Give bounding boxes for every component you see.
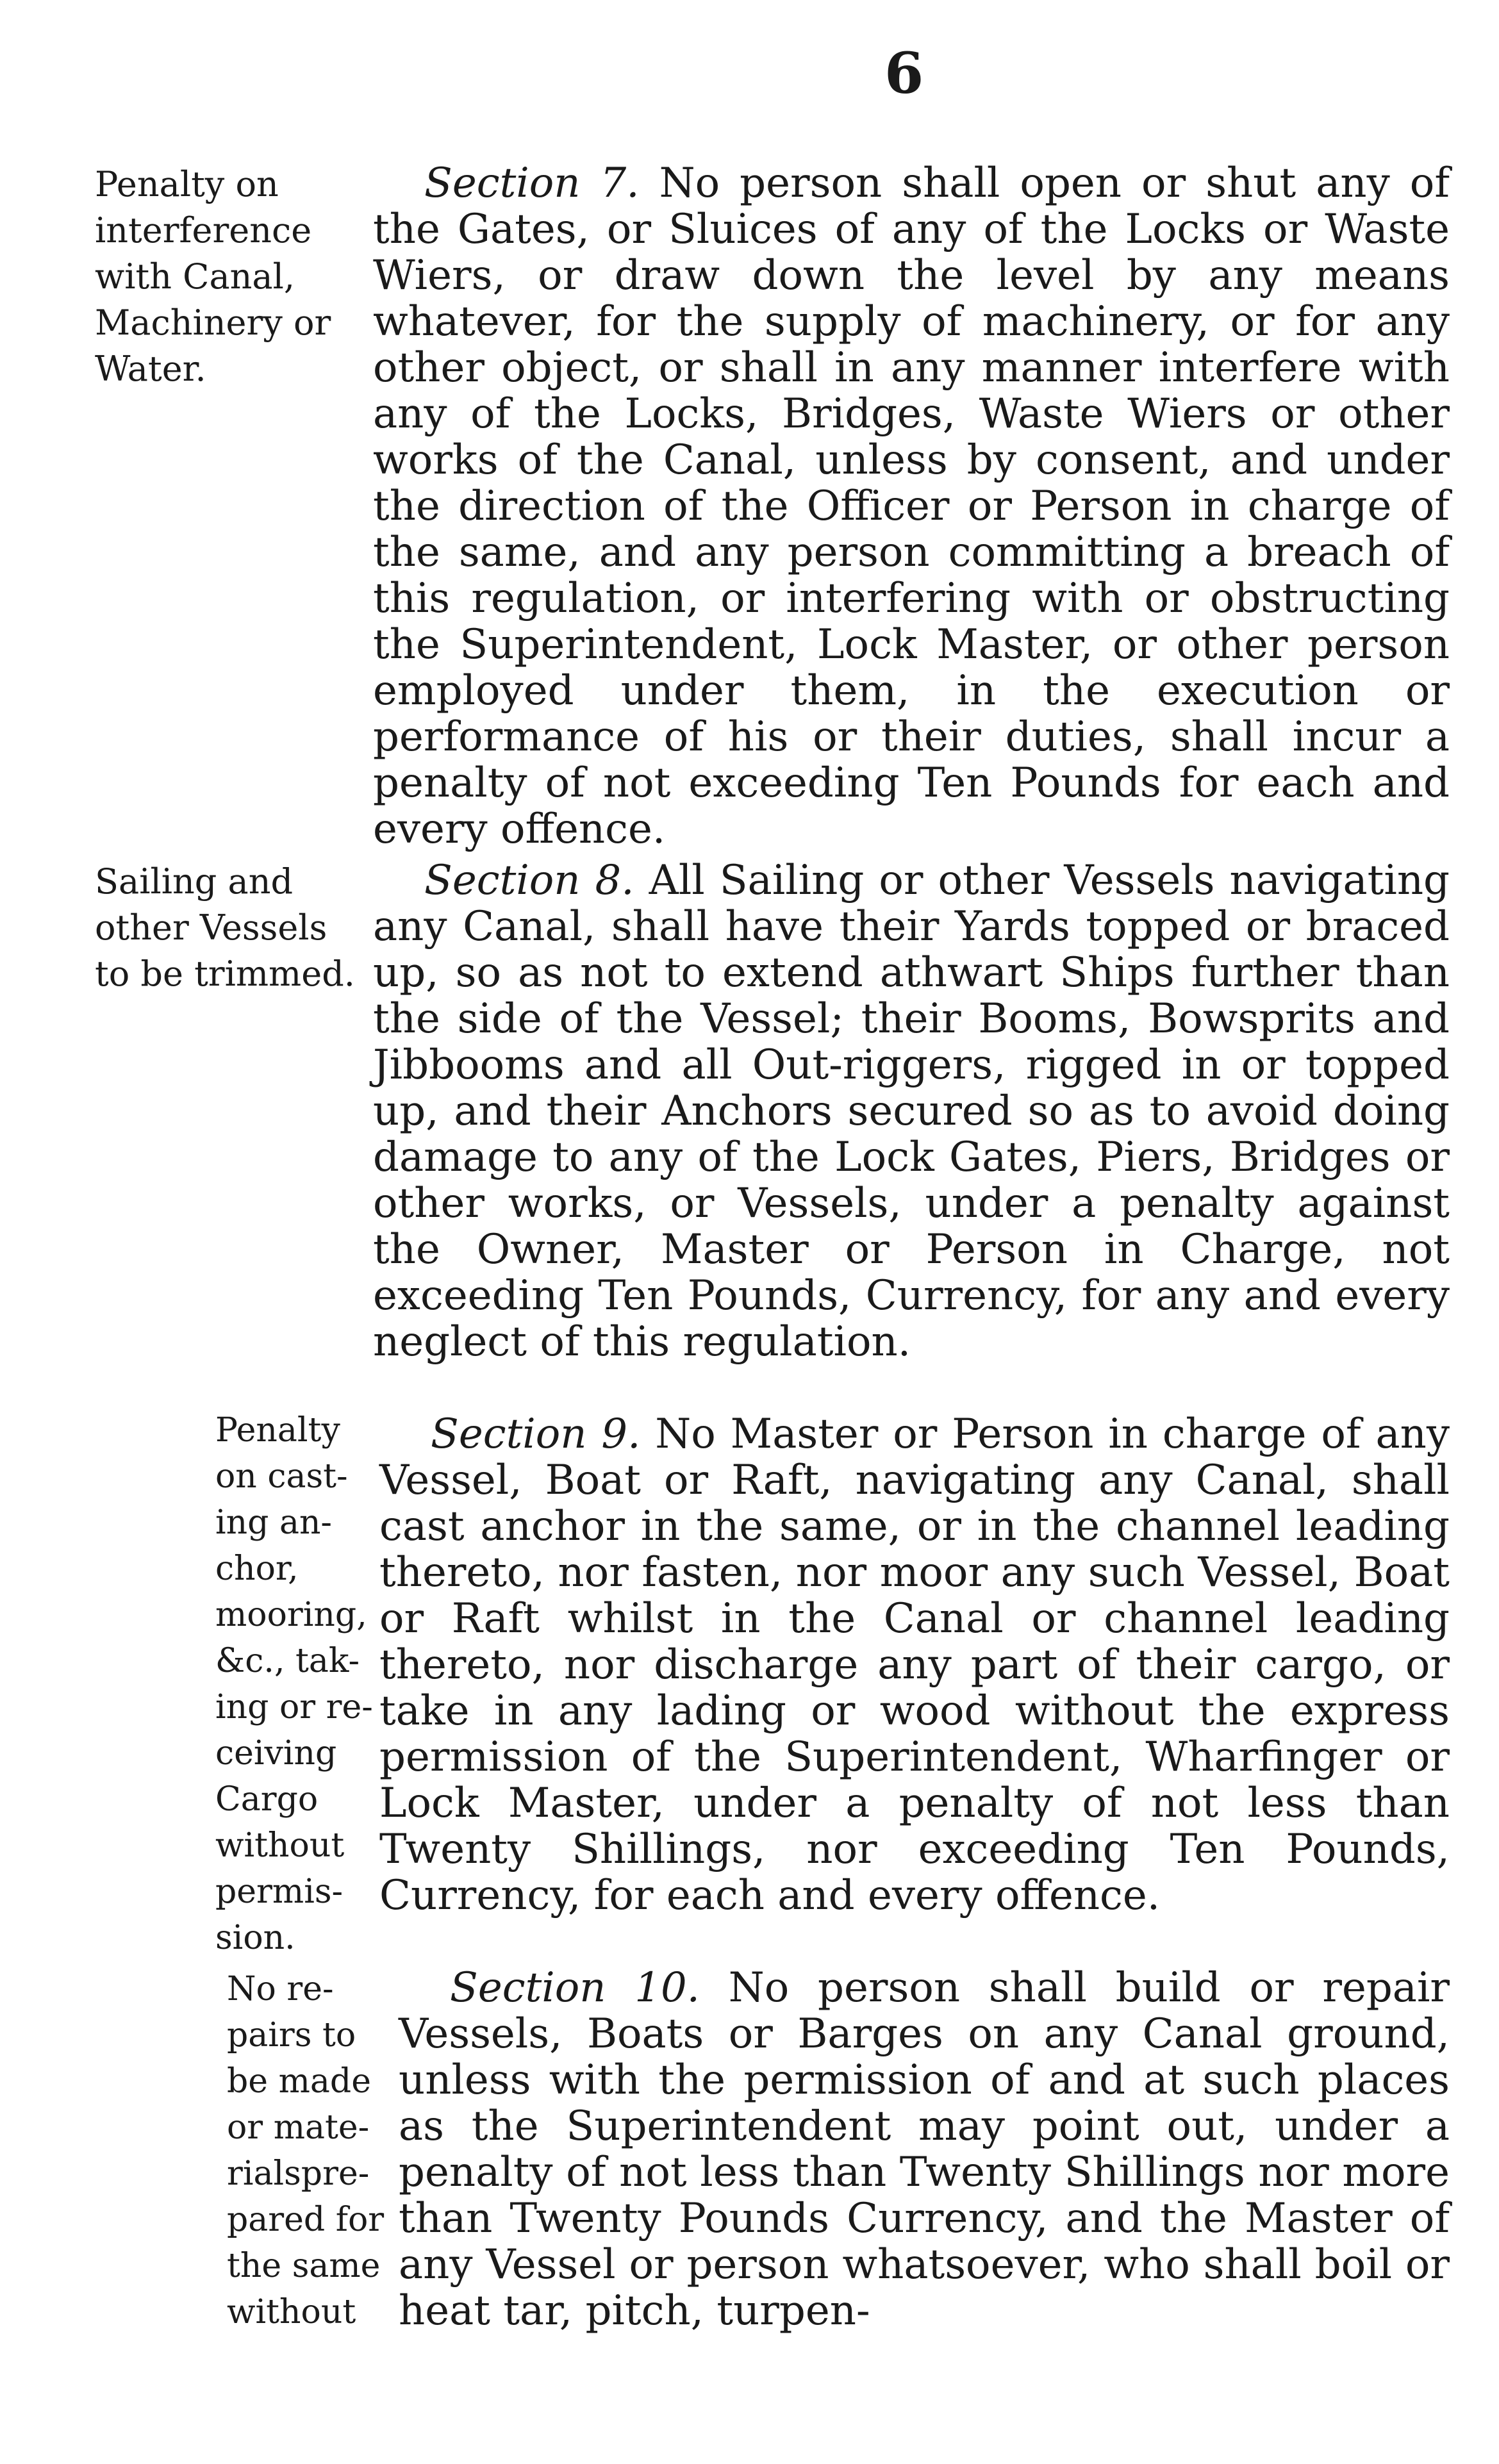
section-8-text: All Sailing or other Vessels navigating any Canal, shall have their Yards topped or braced up, so as not to extend athwart Ships further than the side of the Vessel; their Booms, Bowsprits and Jibbooms and all Out-riggers, rigged in or topped up, and their Anchors secured so as to avoid doing damage to any of the Lock Gates, Piers, Bridges or other works, or Vessels, under a penalty against the Owner, Master or Person in Charge, not exceeding Ten Pounds, Currency, for any and every neglect of this regulation. xyxy=(373,857,1450,1366)
section-9-text: No Master or Person in charge of any Vessel, Boat or Raft, navigating any Canal, shall cast anchor in the same, or in the channel leading thereto, nor fasten, nor moor any such Vessel, Boat or Raft whilst in the Canal or channel leading thereto, nor discharge any part of their cargo, or take in any lading or wood without the express permission of the Superintendent, Wharfinger or Lock Master, under a penalty of not less than Twenty Shillings, nor exceeding Ten Pounds, Currency, for each and every offence. xyxy=(379,1410,1450,1919)
section-7-text: No person shall open or shut any of the Gates, or Sluices of any of the Locks or Waste Wiers, or draw down the level by any means whatever, for the supply of machinery, or for any other object, or shall in any manner interfere with any of the Locks, Bridges, Waste Wiers or other works of the Canal, unless by consent, and under the direction of the Officer or Person in charge of the same, and any person committing a breach of this regulation, or interfering with or obstructing the Superintendent, Lock Master, or other person employed under them, in the execution or performance of his or their duties, shall incur a penalty of not exceeding Ten Pounds for each and every offence. xyxy=(373,160,1450,853)
section-10-text: No person shall build or repair Vessels, Boats or Barges on any Canal ground, unless with the permission of and at such places as the Superintendent may point out, under a penalty of not less than Twenty Shillings nor more than Twenty Pounds Currency, and the Master of any Vessel or person whatsoever, who shall boil or heat tar, pitch, turpen- xyxy=(399,1964,1450,2335)
section-10-heading: Section 10. xyxy=(450,1964,700,2012)
section-8-heading: Section 8. xyxy=(424,857,634,904)
section-9-paragraph xyxy=(379,1411,1450,1919)
section-7-heading: Section 7. xyxy=(424,160,640,207)
marginal-note-section-9: Penalty on cast- ing an- chor, mooring, &c., tak- ing or re- ceiving Cargo without permis- sion. xyxy=(215,1411,373,1957)
section-8-paragraph xyxy=(373,857,1450,1365)
section-10-paragraph xyxy=(399,1965,1450,2334)
section-7-paragraph xyxy=(373,160,1450,852)
marginal-note-section-8: Sailing and other Vessels to be trimmed. xyxy=(95,861,355,994)
section-9-heading: Section 9. xyxy=(431,1410,641,1458)
marginal-note-section-10: No re- pairs to be made or mate- rialspre- pared for the same without xyxy=(227,1970,385,2331)
marginal-note-section-7: Penalty on interference with Canal, Machinery or Water. xyxy=(95,164,331,389)
page-number: 6 xyxy=(884,40,924,106)
